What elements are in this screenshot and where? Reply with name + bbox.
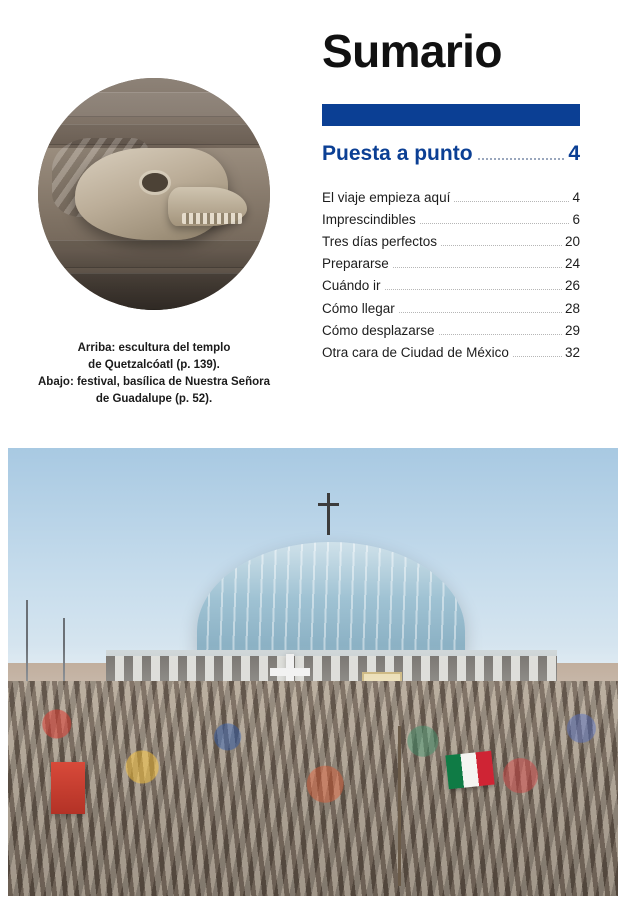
toc-entry-label: Imprescindibles: [322, 211, 416, 227]
serpent-eye: [142, 173, 168, 192]
caption-line: Arriba: escultura del templo: [77, 342, 231, 354]
mexican-flag: [446, 750, 495, 789]
toc-entry-page: 26: [564, 278, 580, 294]
leader-dots: [513, 356, 562, 357]
bottom-photo-basilica: [8, 448, 618, 896]
toc-entry-page: 24: [564, 256, 580, 272]
section-heading[interactable]: [322, 142, 580, 166]
left-column: [0, 0, 310, 440]
caption-line: de Quetzalcóatl (p. 139).: [88, 359, 220, 372]
section-heading-label: Puesta a punto: [322, 142, 473, 165]
table-of-contents: [322, 186, 580, 364]
processional-banner: [51, 762, 85, 814]
leader-dots: [439, 334, 562, 335]
toc-entry-label: El viaje empieza aquí: [322, 189, 451, 205]
leader-dots: [478, 158, 565, 160]
list-item[interactable]: [322, 341, 580, 363]
list-item[interactable]: [322, 275, 580, 297]
page-title: Sumario: [322, 25, 502, 77]
section-accent-bar: [322, 104, 580, 126]
caption-line: de Guadalupe (p. 52).: [95, 393, 213, 406]
list-item[interactable]: [322, 230, 580, 252]
toc-entry-page: 20: [564, 233, 580, 249]
stone-block: [38, 92, 270, 118]
leader-dots: [393, 267, 562, 268]
serpent-teeth: [182, 213, 242, 225]
leader-dots: [385, 289, 562, 290]
list-item[interactable]: [322, 253, 580, 275]
caption-line: Abajo: festival, basílica de Nuestra Señora: [38, 376, 270, 389]
festival-crowd: [8, 681, 618, 896]
toc-entry-label: Prepararse: [322, 256, 389, 272]
toc-entry-page: 32: [564, 344, 580, 360]
toc-entry-label: Tres días perfectos: [322, 233, 438, 249]
leader-dots: [420, 223, 570, 224]
banner-pole: [398, 726, 401, 886]
toc-entry-label: Otra cara de Ciudad de México: [322, 344, 509, 360]
toc-entry-label: Cuándo ir: [322, 278, 381, 294]
list-item[interactable]: [322, 297, 580, 319]
list-item[interactable]: [322, 319, 580, 341]
leader-dots: [454, 201, 569, 202]
list-item[interactable]: [322, 186, 580, 208]
toc-entry-page: 28: [564, 300, 580, 316]
toc-entry-label: Cómo desplazarse: [322, 322, 435, 338]
toc-entry-page: 29: [564, 322, 580, 338]
toc-entry-page: 6: [572, 211, 580, 227]
leader-dots: [441, 245, 562, 246]
dome-cross-icon: [327, 493, 330, 535]
toc-entry-label: Cómo llegar: [322, 300, 395, 316]
leader-dots: [399, 312, 562, 313]
section-heading-page: 4: [568, 142, 580, 165]
circular-photo-quetzalcoatl: [38, 78, 270, 310]
photo-caption: [20, 340, 288, 408]
toc-entry-page: 4: [572, 189, 580, 205]
list-item[interactable]: [322, 208, 580, 230]
photo-shadow-overlay: [38, 250, 270, 310]
